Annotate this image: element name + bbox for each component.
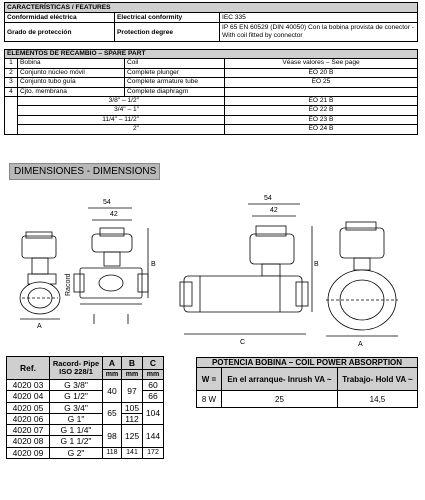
unit-b: mm [122, 370, 143, 380]
cell-c: 66 [143, 391, 164, 402]
power-w-value: 8 W [197, 391, 222, 408]
cell-c: 60 [143, 380, 164, 391]
cell-c: 144 [143, 425, 164, 448]
cell-b: 125 [122, 425, 143, 448]
spare-en: Complete plunger [125, 68, 225, 77]
valve-large-front-view [180, 195, 319, 346]
char-label-es: Grado de protección [5, 23, 115, 42]
col-c: C [143, 357, 164, 370]
spare-size-code: EO 21 B [225, 97, 418, 106]
char-value: IP 65 EN 60529 (DIN 40050) Con la bobina provista de conector - With coil fitted by connector [220, 23, 418, 42]
dim-label-54: 54 [103, 199, 111, 206]
table-row [7, 402, 164, 413]
cell-ref: 4020 08 [7, 436, 50, 447]
cell-ref: 4020 03 [7, 380, 50, 391]
spare-code [225, 87, 418, 96]
coil-power-table [196, 357, 418, 408]
cell-pipe: G 1 1/2" [50, 436, 103, 447]
power-inrush-value: 25 [222, 391, 338, 408]
spare-code: EO 20 B [225, 68, 418, 77]
table-row [7, 425, 164, 436]
spare-en: Coil [125, 59, 225, 68]
col-ref: Ref. [7, 357, 50, 380]
power-inrush-header: En el arranque- Inrush VA ~ [222, 368, 338, 391]
spare-num: 2 [5, 68, 18, 77]
power-hold-header: Trabajo- Hold VA ~ [337, 368, 417, 391]
spare-es: Cjto. membrana [18, 87, 125, 96]
unit-c: mm [143, 370, 164, 380]
cell-pipe: G 2" [50, 447, 103, 458]
spare-size: 2" [18, 125, 225, 134]
dim-label-b2: B [314, 261, 319, 268]
power-w-header: W = [197, 368, 222, 391]
cell-a: 40 [103, 380, 122, 403]
valve-large-side-view [326, 222, 398, 348]
char-label-en: Electrical conformity [115, 13, 220, 23]
dim-label-c: C [240, 339, 246, 346]
spare-en: Complete armature tube [125, 78, 225, 87]
table-row [7, 380, 164, 391]
spare-code: Véase valores – See page [225, 59, 418, 68]
spare-size: 3/4" – 1" [18, 106, 225, 115]
spare-parts-table [4, 49, 418, 135]
characteristics-title: CARACTERÍSTICAS / FEATURES [5, 3, 418, 13]
power-hold-value: 14,5 [337, 391, 417, 408]
power-title: POTENCIA BOBINA – COIL POWER ABSORPTION [197, 358, 418, 368]
spare-num: 4 [5, 87, 18, 96]
cell-pipe: G 1/2" [50, 391, 103, 402]
dim-label-42: 42 [110, 211, 118, 218]
valve-small-side-view [65, 199, 156, 324]
col-pipe: Racord- Pipe ISO 228/1 [50, 357, 103, 380]
char-label-es: Conformidad eléctrica [5, 13, 115, 23]
dim-label-42b: 42 [270, 207, 278, 214]
cell-pipe: G 1" [50, 413, 103, 424]
cell-b: 97 [122, 380, 143, 403]
spare-size-code: EO 22 B [225, 106, 418, 115]
spare-parts-title: ELEMENTOS DE RECAMBIO – SPARE PART [5, 50, 418, 59]
cell-ref: 4020 04 [7, 391, 50, 402]
characteristics-table [4, 2, 418, 42]
cell-ref: 4020 05 [7, 402, 50, 413]
cell-c: 104 [143, 402, 164, 425]
spare-size: 3/8" – 1/2" [18, 97, 225, 106]
spare-es: Conjunto núcleo móvil [18, 68, 125, 77]
spare-size-code: EO 23 B [225, 115, 418, 124]
valve-small-front-view [20, 232, 60, 330]
spare-es: Bobina [18, 59, 125, 68]
cell-pipe: G 3/8" [50, 380, 103, 391]
dim-label-b: B [151, 261, 156, 268]
cell-b: 112 [122, 413, 143, 424]
dimensions-title: DIMENSIONES - DIMENSIONS [9, 163, 160, 180]
dim-label-54b: 54 [264, 195, 272, 202]
cell-a: 98 [103, 425, 122, 448]
cell-c: 172 [143, 447, 164, 458]
cell-a: 65 [103, 402, 122, 425]
cell-ref: 4020 09 [7, 447, 50, 458]
racord-label: Racord [65, 273, 72, 296]
spare-num: 1 [5, 59, 18, 68]
dim-label-a2: A [358, 341, 363, 348]
spare-size-code: EO 24 B [225, 125, 418, 134]
reference-dimensions-table [6, 356, 164, 459]
char-value: IEC 335 [220, 13, 418, 23]
spare-es: Conjunto tubo guía [18, 78, 125, 87]
cell-b: 141 [122, 447, 143, 458]
cell-ref: 4020 07 [7, 425, 50, 436]
cell-b: 105 [122, 402, 143, 413]
cell-a: 118 [103, 447, 122, 458]
dim-label-a: A [37, 323, 42, 330]
cell-pipe: G 1 1/4" [50, 425, 103, 436]
table-row [7, 413, 164, 424]
unit-a: mm [103, 370, 122, 380]
spare-en: Complete diaphragm [125, 87, 225, 96]
spare-code: EO 25 [225, 78, 418, 87]
table-row [7, 447, 164, 458]
col-a: A [103, 357, 122, 370]
valve-dimension-drawing [0, 184, 425, 352]
spare-size: 11/4" – 11/2" [18, 115, 225, 124]
spare-num: 3 [5, 78, 18, 87]
char-label-en: Protection degree [115, 23, 220, 42]
cell-pipe: G 3/4" [50, 402, 103, 413]
col-b: B [122, 357, 143, 370]
cell-ref: 4020 06 [7, 413, 50, 424]
